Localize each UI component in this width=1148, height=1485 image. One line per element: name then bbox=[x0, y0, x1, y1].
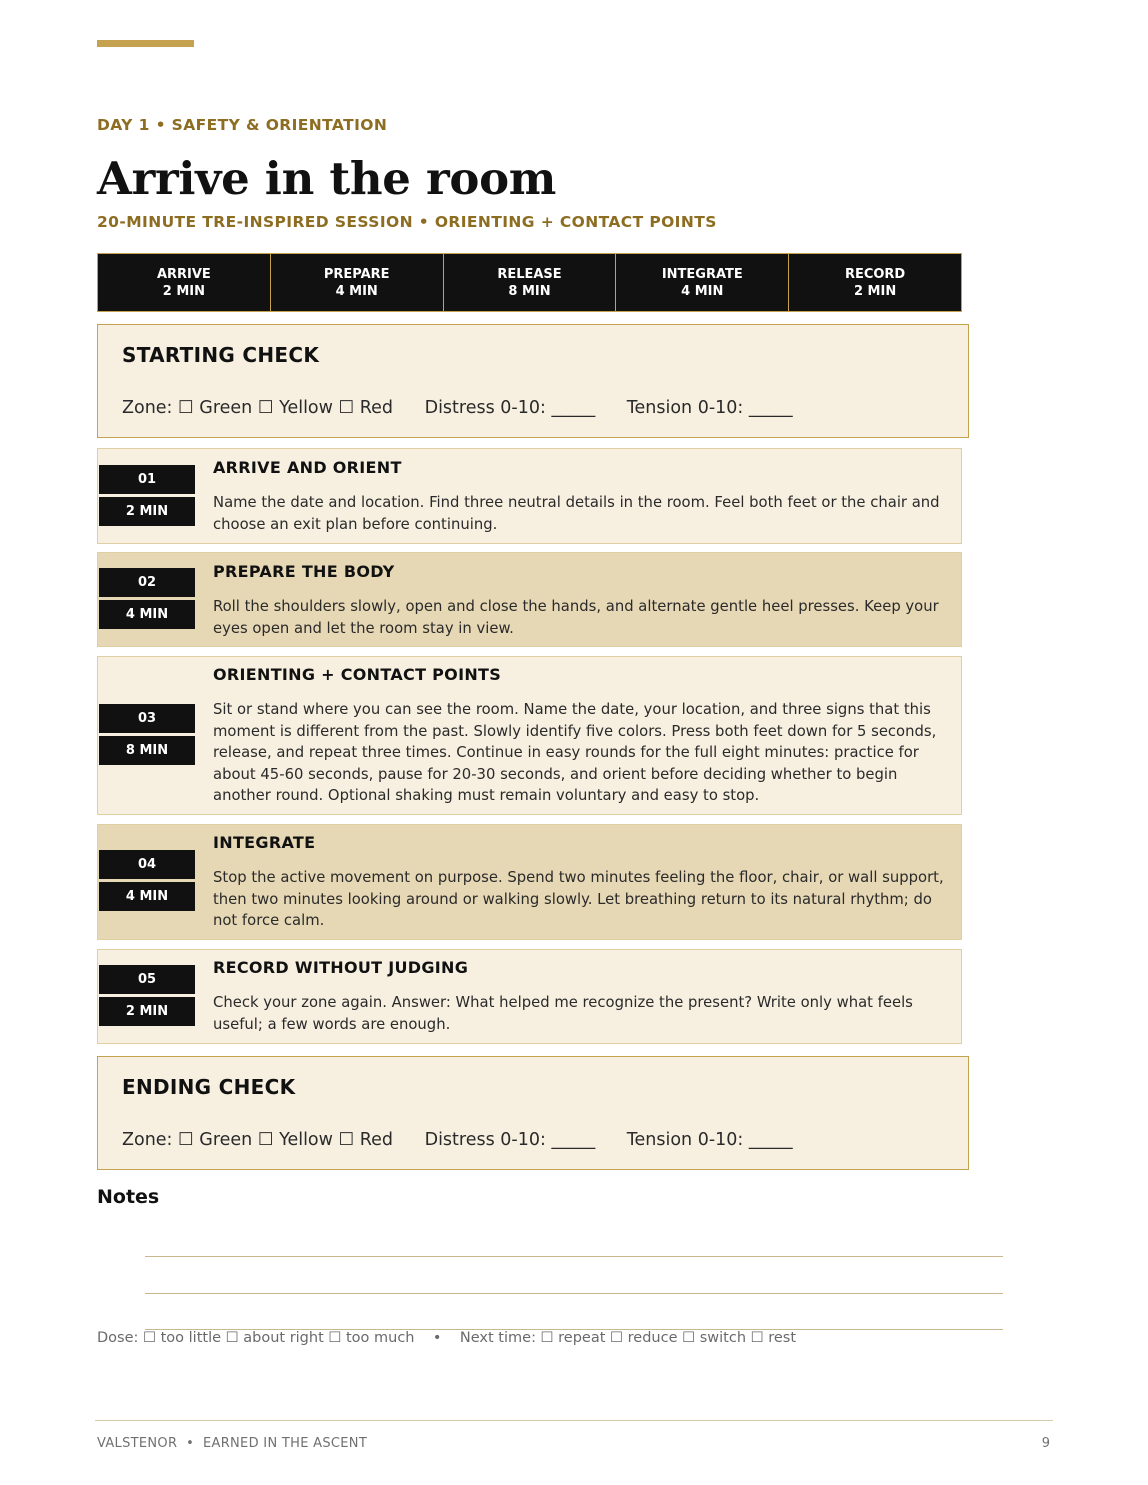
tension-field[interactable]: Tension 0-10: _____ bbox=[626, 398, 793, 418]
ending-check-title: ENDING CHECK bbox=[122, 1075, 296, 1099]
step-title: ARRIVE AND ORIENT bbox=[213, 458, 402, 477]
distress-field[interactable]: Distress 0-10: _____ bbox=[424, 398, 596, 418]
step-duration: 2 MIN bbox=[99, 997, 195, 1026]
note-line[interactable] bbox=[145, 1256, 1003, 1257]
step-duration: 8 MIN bbox=[99, 736, 195, 765]
step-number: 03 bbox=[99, 704, 195, 733]
phase-duration: 2 MIN bbox=[162, 283, 206, 299]
step-body: Roll the shoulders slowly, open and close the hands, and alternate gentle heel presses. Keep your eyes open and let the room stay in view. bbox=[213, 598, 939, 637]
phase-duration: 2 MIN bbox=[853, 283, 897, 299]
step-title: INTEGRATE bbox=[213, 833, 316, 852]
dose-checklist[interactable]: Dose: ☐ too little ☐ about right ☐ too much • Next time: ☐ repeat ☐ reduce ☐ switch ☐ rest bbox=[97, 1330, 797, 1346]
starting-check-panel bbox=[97, 324, 969, 438]
ending-check-fields bbox=[122, 1130, 819, 1150]
page-title: Arrive in the room bbox=[97, 152, 557, 205]
step-card-05 bbox=[97, 949, 962, 1044]
step-title: RECORD WITHOUT JUDGING bbox=[213, 958, 469, 977]
phase-timeline bbox=[97, 253, 962, 312]
phase-duration: 4 MIN bbox=[681, 283, 724, 299]
step-card-03 bbox=[97, 656, 962, 815]
phase-prepare bbox=[271, 254, 444, 311]
step-body: Name the date and location. Find three neutral details in the room. Feel both feet or the chair and choose an exit plan before continuing. bbox=[213, 494, 940, 533]
step-card-04 bbox=[97, 824, 962, 940]
phase-arrive bbox=[98, 254, 271, 311]
phase-duration: 8 MIN bbox=[508, 283, 551, 299]
starting-check-fields bbox=[122, 398, 819, 418]
phase-integrate bbox=[616, 254, 789, 311]
step-badge bbox=[99, 850, 195, 911]
phase-name: RELEASE bbox=[497, 266, 562, 282]
accent-bar bbox=[97, 40, 194, 47]
phase-name: INTEGRATE bbox=[661, 266, 743, 282]
notes-heading: Notes bbox=[97, 1186, 160, 1208]
footer-divider bbox=[95, 1420, 1053, 1421]
step-number: 02 bbox=[99, 568, 195, 597]
phase-name: RECORD bbox=[844, 266, 906, 282]
ending-check-panel bbox=[97, 1056, 969, 1170]
phase-release bbox=[444, 254, 617, 311]
tension-field[interactable]: Tension 0-10: _____ bbox=[626, 1130, 793, 1150]
phase-name: ARRIVE bbox=[156, 266, 211, 282]
step-body: Check your zone again. Answer: What helped me recognize the present? Write only what feels useful; a few words are enough. bbox=[213, 994, 913, 1033]
eyebrow: DAY 1 • SAFETY & ORIENTATION bbox=[97, 116, 388, 134]
phase-duration: 4 MIN bbox=[335, 283, 378, 299]
phase-name: PREPARE bbox=[323, 266, 390, 282]
zone-checkboxes[interactable]: Zone: ☐ Green ☐ Yellow ☐ Red bbox=[122, 398, 394, 418]
step-duration: 2 MIN bbox=[99, 497, 195, 526]
phase-record bbox=[789, 254, 961, 311]
step-badge bbox=[99, 965, 195, 1026]
step-number: 05 bbox=[99, 965, 195, 994]
page-subtitle: 20-MINUTE TRE-INSPIRED SESSION • ORIENTING + CONTACT POINTS bbox=[97, 213, 717, 231]
step-duration: 4 MIN bbox=[99, 882, 195, 911]
step-number: 01 bbox=[99, 465, 195, 494]
step-card-02 bbox=[97, 552, 962, 647]
zone-checkboxes[interactable]: Zone: ☐ Green ☐ Yellow ☐ Red bbox=[122, 1130, 394, 1150]
step-title: PREPARE THE BODY bbox=[213, 562, 395, 581]
step-card-01 bbox=[97, 448, 962, 544]
distress-field[interactable]: Distress 0-10: _____ bbox=[424, 1130, 596, 1150]
starting-check-title: STARTING CHECK bbox=[122, 343, 320, 367]
step-number: 04 bbox=[99, 850, 195, 879]
step-duration: 4 MIN bbox=[99, 600, 195, 629]
footer-brand: VALSTENOR • EARNED IN THE ASCENT bbox=[97, 1436, 368, 1451]
step-badge bbox=[99, 704, 195, 765]
note-line[interactable] bbox=[145, 1293, 1003, 1294]
step-body: Stop the active movement on purpose. Spend two minutes feeling the floor, chair, or wall support, then two minutes looking around or walking slowly. Let breathing return to its natural rhythm; do not force calm. bbox=[213, 869, 944, 929]
step-title: ORIENTING + CONTACT POINTS bbox=[213, 665, 502, 684]
step-body: Sit or stand where you can see the room. Name the date, your location, and three signs that this moment is different from the past. Slowly identify five colors. Press both feet down for 5 seconds, release, and repeat three times. Continue in easy rounds for the full eight minutes: practice for about 45-60 seconds, pause for 20-30 seconds, and orient before deciding whether to begin another round. Optional shaking must remain voluntary and easy to stop. bbox=[213, 701, 937, 804]
step-badge bbox=[99, 465, 195, 526]
page-number: 9 bbox=[1041, 1436, 1050, 1451]
step-badge bbox=[99, 568, 195, 629]
